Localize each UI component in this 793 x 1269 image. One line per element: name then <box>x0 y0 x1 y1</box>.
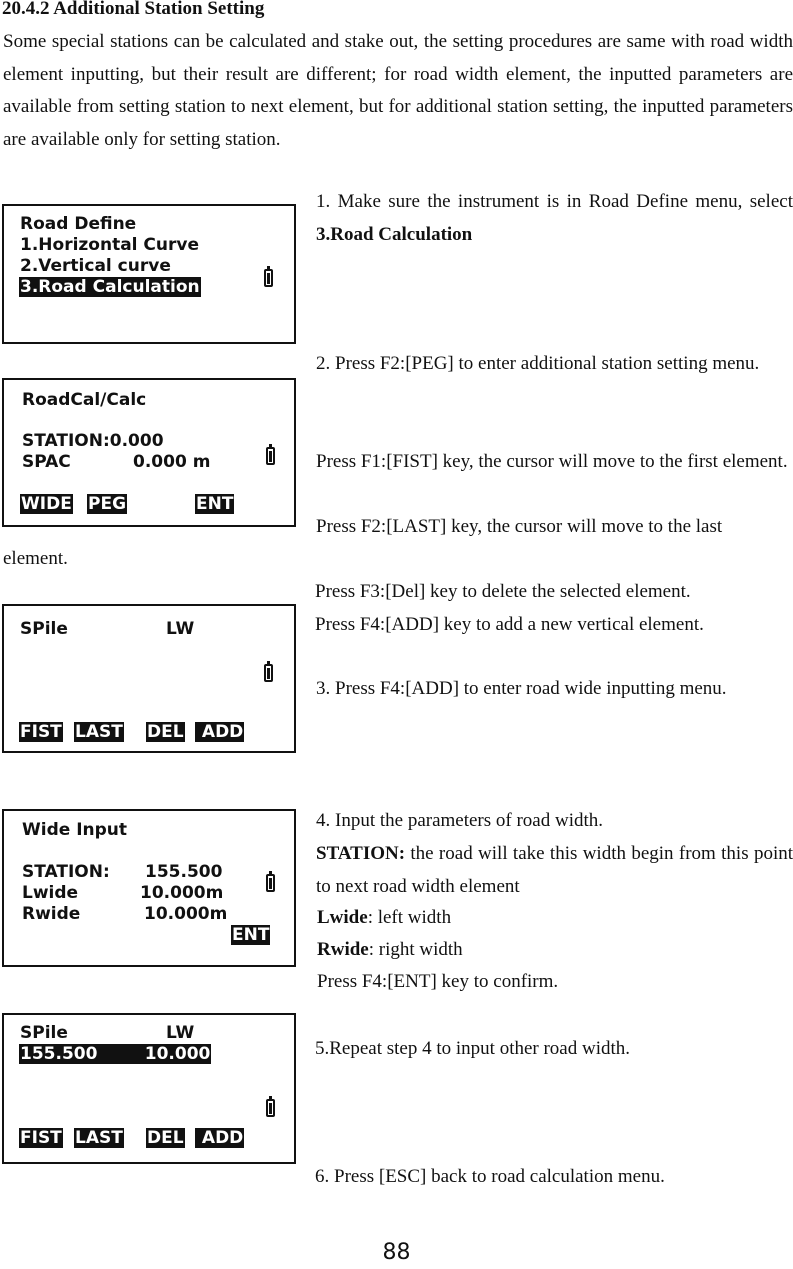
station-term: STATION: <box>316 843 406 864</box>
battery-icon <box>266 874 275 892</box>
softkey-del: DEL <box>147 1128 184 1148</box>
softkey-last: LAST <box>75 1128 123 1148</box>
step-1-text <box>316 186 793 251</box>
screen-title: RoadCal/Calc <box>22 390 147 410</box>
spac-label: SPAC <box>22 452 71 472</box>
step-6-text: 6. Press [ESC] back to road calculation menu. <box>315 1166 665 1187</box>
softkey-peg: PEG <box>88 494 127 514</box>
lwide-label: Lwide <box>22 883 79 903</box>
step-2-f1-text: Press F1:[FIST] key, the cursor will move to the first element. <box>316 451 788 472</box>
softkey-wide: WIDE <box>21 494 72 514</box>
screen-title: Road Define <box>20 214 137 234</box>
battery-icon <box>266 1099 275 1117</box>
step-4-confirm-text: Press F4:[ENT] key to confirm. <box>317 971 559 992</box>
screen-spile-list <box>2 604 296 753</box>
softkey-del: DEL <box>147 722 184 742</box>
rwide-label: Rwide <box>22 904 81 924</box>
step-2-text: 2. Press F2:[PEG] to enter additional station setting menu. <box>316 353 760 374</box>
screen-wide-input <box>2 809 296 967</box>
step-4-title: 4. Input the parameters of road width. <box>316 810 604 831</box>
screen-road-define <box>2 204 296 344</box>
column-lw: LW <box>166 1023 195 1043</box>
step-2-f2-text: Press F2:[LAST] key, the cursor will move to the last <box>316 516 723 537</box>
rwide-description: : right width <box>368 939 463 960</box>
menu-item-vertical-curve: 2.Vertical curve <box>20 256 171 276</box>
softkey-add: ADD <box>196 1128 244 1148</box>
station-readout: STATION:0.000 <box>22 431 164 451</box>
column-spile: SPile <box>20 619 68 639</box>
step-1-menu-name: 3.Road Calculation <box>316 223 473 245</box>
table-row-selected: 155.500 10.000 <box>20 1044 211 1064</box>
softkey-ent: ENT <box>196 494 234 514</box>
column-spile: SPile <box>20 1023 68 1043</box>
rwide-value: 10.000m <box>144 904 228 924</box>
step-5-text: 5.Repeat step 4 to input other road width. <box>315 1038 631 1059</box>
softkey-fist: FIST <box>20 1128 62 1148</box>
lwide-value: 10.000m <box>140 883 224 903</box>
battery-icon <box>264 269 273 287</box>
step-2-f3-text: Press F3:[Del] key to delete the selected element. <box>315 581 691 602</box>
battery-icon <box>266 447 275 465</box>
step-4-rwide-text <box>317 934 463 967</box>
softkey-ent: ENT <box>232 925 270 945</box>
step-2-f2-tail: element. <box>3 548 68 569</box>
softkey-fist: FIST <box>20 722 62 742</box>
step-1-body: 1. Make sure the instrument is in Road Define menu, select <box>316 191 793 212</box>
station-label: STATION: <box>22 862 110 882</box>
softkey-add: ADD <box>196 722 244 742</box>
softkey-last: LAST <box>75 722 123 742</box>
menu-item-road-calculation-selected: 3.Road Calculation <box>20 277 200 297</box>
lwide-term: Lwide <box>317 907 368 928</box>
menu-item-horizontal-curve: 1.Horizontal Curve <box>20 235 199 255</box>
screen-roadcal-calc <box>2 378 296 527</box>
page-number: 88 <box>382 1240 411 1265</box>
battery-icon <box>264 664 273 682</box>
column-lw: LW <box>166 619 195 639</box>
screen-spile-list-filled <box>2 1013 296 1164</box>
step-4-lwide-text <box>317 902 451 935</box>
intro-paragraph: Some special stations can be calculated and stake out, the setting procedures are same with road width element inputting, but their result are different; for road width element, the inputted parameters are available from setting station to next element, but for additional station setting, the inputted parameters are available only for setting station. <box>3 31 793 150</box>
step-4-station-text <box>316 838 793 903</box>
lwide-description: : left width <box>367 907 452 928</box>
rwide-term: Rwide <box>317 939 369 960</box>
step-3-text: 3. Press F4:[ADD] to enter road wide inputting menu. <box>316 678 727 699</box>
section-title: 20.4.2 Additional Station Setting <box>2 0 265 19</box>
step-2-f4-text: Press F4:[ADD] key to add a new vertical element. <box>315 614 704 635</box>
station-description: the road will take this width begin from this point to next road width element <box>316 843 793 897</box>
spac-value: 0.000 m <box>133 452 211 472</box>
screen-title: Wide Input <box>22 820 128 840</box>
station-value: 155.500 <box>145 862 223 882</box>
